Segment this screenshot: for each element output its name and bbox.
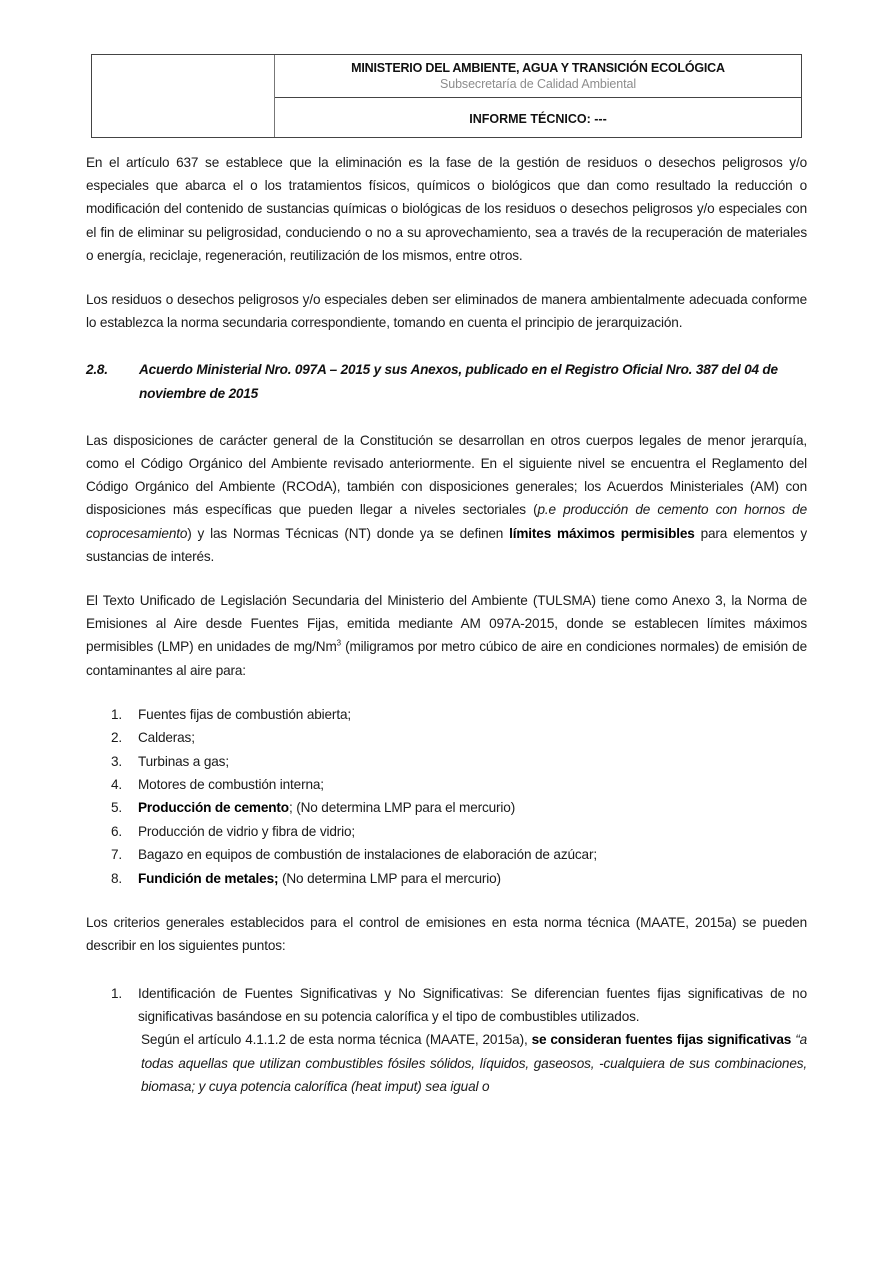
emission-sources-list (86, 703, 807, 890)
report-label: INFORME TÉCNICO: --- (469, 112, 607, 126)
text-run: para elementos y sustancias de interés. (86, 525, 807, 564)
list-item (86, 796, 807, 819)
list-number: 1. (111, 985, 123, 1001)
text-run: ) y las Normas Técnicas (NT) donde ya se definen (187, 525, 510, 541)
ministry-name: MINISTERIO DEL AMBIENTE, AGUA Y TRANSICIÓN ECOLÓGICA (351, 61, 725, 75)
list-item (86, 982, 807, 1029)
bold-term-lmp: límites máximos permisibles (509, 525, 695, 541)
list-number: 4. (111, 777, 123, 793)
criteria-continuation (141, 1028, 807, 1098)
paragraph-legal-hierarchy (86, 429, 807, 568)
bold-significant-sources: se consideran fuentes fijas significativas (531, 1032, 792, 1048)
section-number: 2.8. (86, 362, 108, 378)
list-bold: Producción de cemento (138, 800, 289, 816)
italic-example: p.e producción de cemento con hornos de coprocesamiento (86, 502, 807, 541)
superscript: 3 (336, 638, 341, 648)
section-title: Acuerdo Ministerial Nro. 097A – 2015 y sus Anexos, publicado en el Registro Oficial Nro. 387 del 04 de noviembre de 2015 (139, 362, 778, 401)
list-item (86, 750, 807, 773)
text-run: Según el artículo 4.1.1.2 de esta norma técnica (MAATE, 2015a), (141, 1032, 532, 1048)
list-number: 6. (111, 823, 123, 839)
subsecretaria-name: Subsecretaría de Calidad Ambiental (439, 77, 637, 91)
header-info-cell (275, 55, 801, 137)
list-text: Calderas; (138, 730, 195, 746)
list-number: 2. (111, 730, 123, 746)
list-text: Producción de vidrio y fibra de vidrio; (138, 823, 356, 839)
list-item (86, 843, 807, 866)
list-text: Identificación de Fuentes Significativas y No Significativas: Se diferencian fuentes fijas significativas de no significativas basándose en su potencia calorífica y el tipo de combustibles utilizados. (138, 985, 807, 1024)
list-bold: Fundición de metales; (138, 870, 279, 886)
header-logo-cell (92, 55, 275, 137)
text-run: El Texto Unificado de Legislación Secundaria del Ministerio del Ambiente (TULSMA) tiene como Anexo 3, la Norma de Emisiones al Aire desde Fuentes Fijas, emitida mediante AM 097A-2015, donde se establecen límites máximos permisibles (LMP) en unidades de mg/Nm (86, 593, 807, 655)
list-text: Fuentes fijas de combustión abierta; (138, 706, 351, 722)
list-item (86, 726, 807, 749)
list-number: 8. (111, 870, 123, 886)
list-item (86, 703, 807, 726)
list-item (86, 820, 807, 843)
paragraph-waste-elimination: Los residuos o desechos peligrosos y/o especiales deben ser eliminados de manera ambientalmente adecuada conforme lo establezca la norma secundaria correspondiente, tomando en cuenta el principio de jerarquización. (86, 292, 807, 331)
criteria-list (86, 982, 807, 1029)
section-heading (86, 358, 807, 404)
document-header-table (91, 54, 802, 138)
list-item (86, 867, 807, 890)
paragraph-tulsma (86, 589, 807, 682)
text-run: Las disposiciones de carácter general de la Constitución se desarrollan en otros cuerpos legales de menor jerarquía, como el Código Orgánico del Ambiente revisado anteriormente. En el siguiente nivel se encuentra el Reglamento del Código Orgánico del Ambiente (RCOdA), también con disposiciones generales; los Acuerdos Ministeriales (AM) con disposiciones más específicas que pueden llegar a niveles sectoriales ( (86, 432, 807, 518)
list-text: ; (No determina LMP para el mercurio) (288, 800, 516, 816)
paragraph-criteria-intro: Los criterios generales establecidos para el control de emisiones en esta norma técnica (MAATE, 2015a) se pueden describir en los siguientes puntos: (86, 915, 807, 954)
document-body (86, 151, 807, 1098)
list-number: 3. (111, 753, 123, 769)
italic-quote: “a todas aquellas que utilizan combustibles fósiles sólidos, líquidos, gaseosos, -cualquiera de sus combinaciones, biomasa; y cuya potencia calorífica (heat imput) sea igual o (141, 1032, 807, 1094)
list-number: 5. (111, 800, 123, 816)
list-text: Turbinas a gas; (138, 753, 229, 769)
list-number: 7. (111, 847, 123, 863)
text-run: (miligramos por metro cúbico de aire en condiciones normales) de emisión de contaminantes al aire para: (86, 639, 807, 678)
list-text: Bagazo en equipos de combustión de instalaciones de elaboración de azúcar; (138, 847, 597, 863)
list-text: (No determina LMP para el mercurio) (278, 870, 501, 886)
header-institution (275, 55, 801, 98)
list-number: 1. (111, 706, 123, 722)
paragraph-article-637: En el artículo 637 se establece que la eliminación es la fase de la gestión de residuos o desechos peligrosos y/o especiales que abarca el o los tratamientos físicos, químicos o biológicos que dan como resultado la reducción o modificación del contenido de sustancias químicas o biológicas de los residuos o desechos peligrosos y/o especiales con el fin de eliminar su peligrosidad, conduciendo o no a su aprovechamiento, sea a través de la recuperación de materiales o energía, reciclaje, regeneración, reutilización de los mismos, entre otros. (86, 155, 807, 263)
list-text: Motores de combustión interna; (138, 777, 324, 793)
list-item (86, 773, 807, 796)
